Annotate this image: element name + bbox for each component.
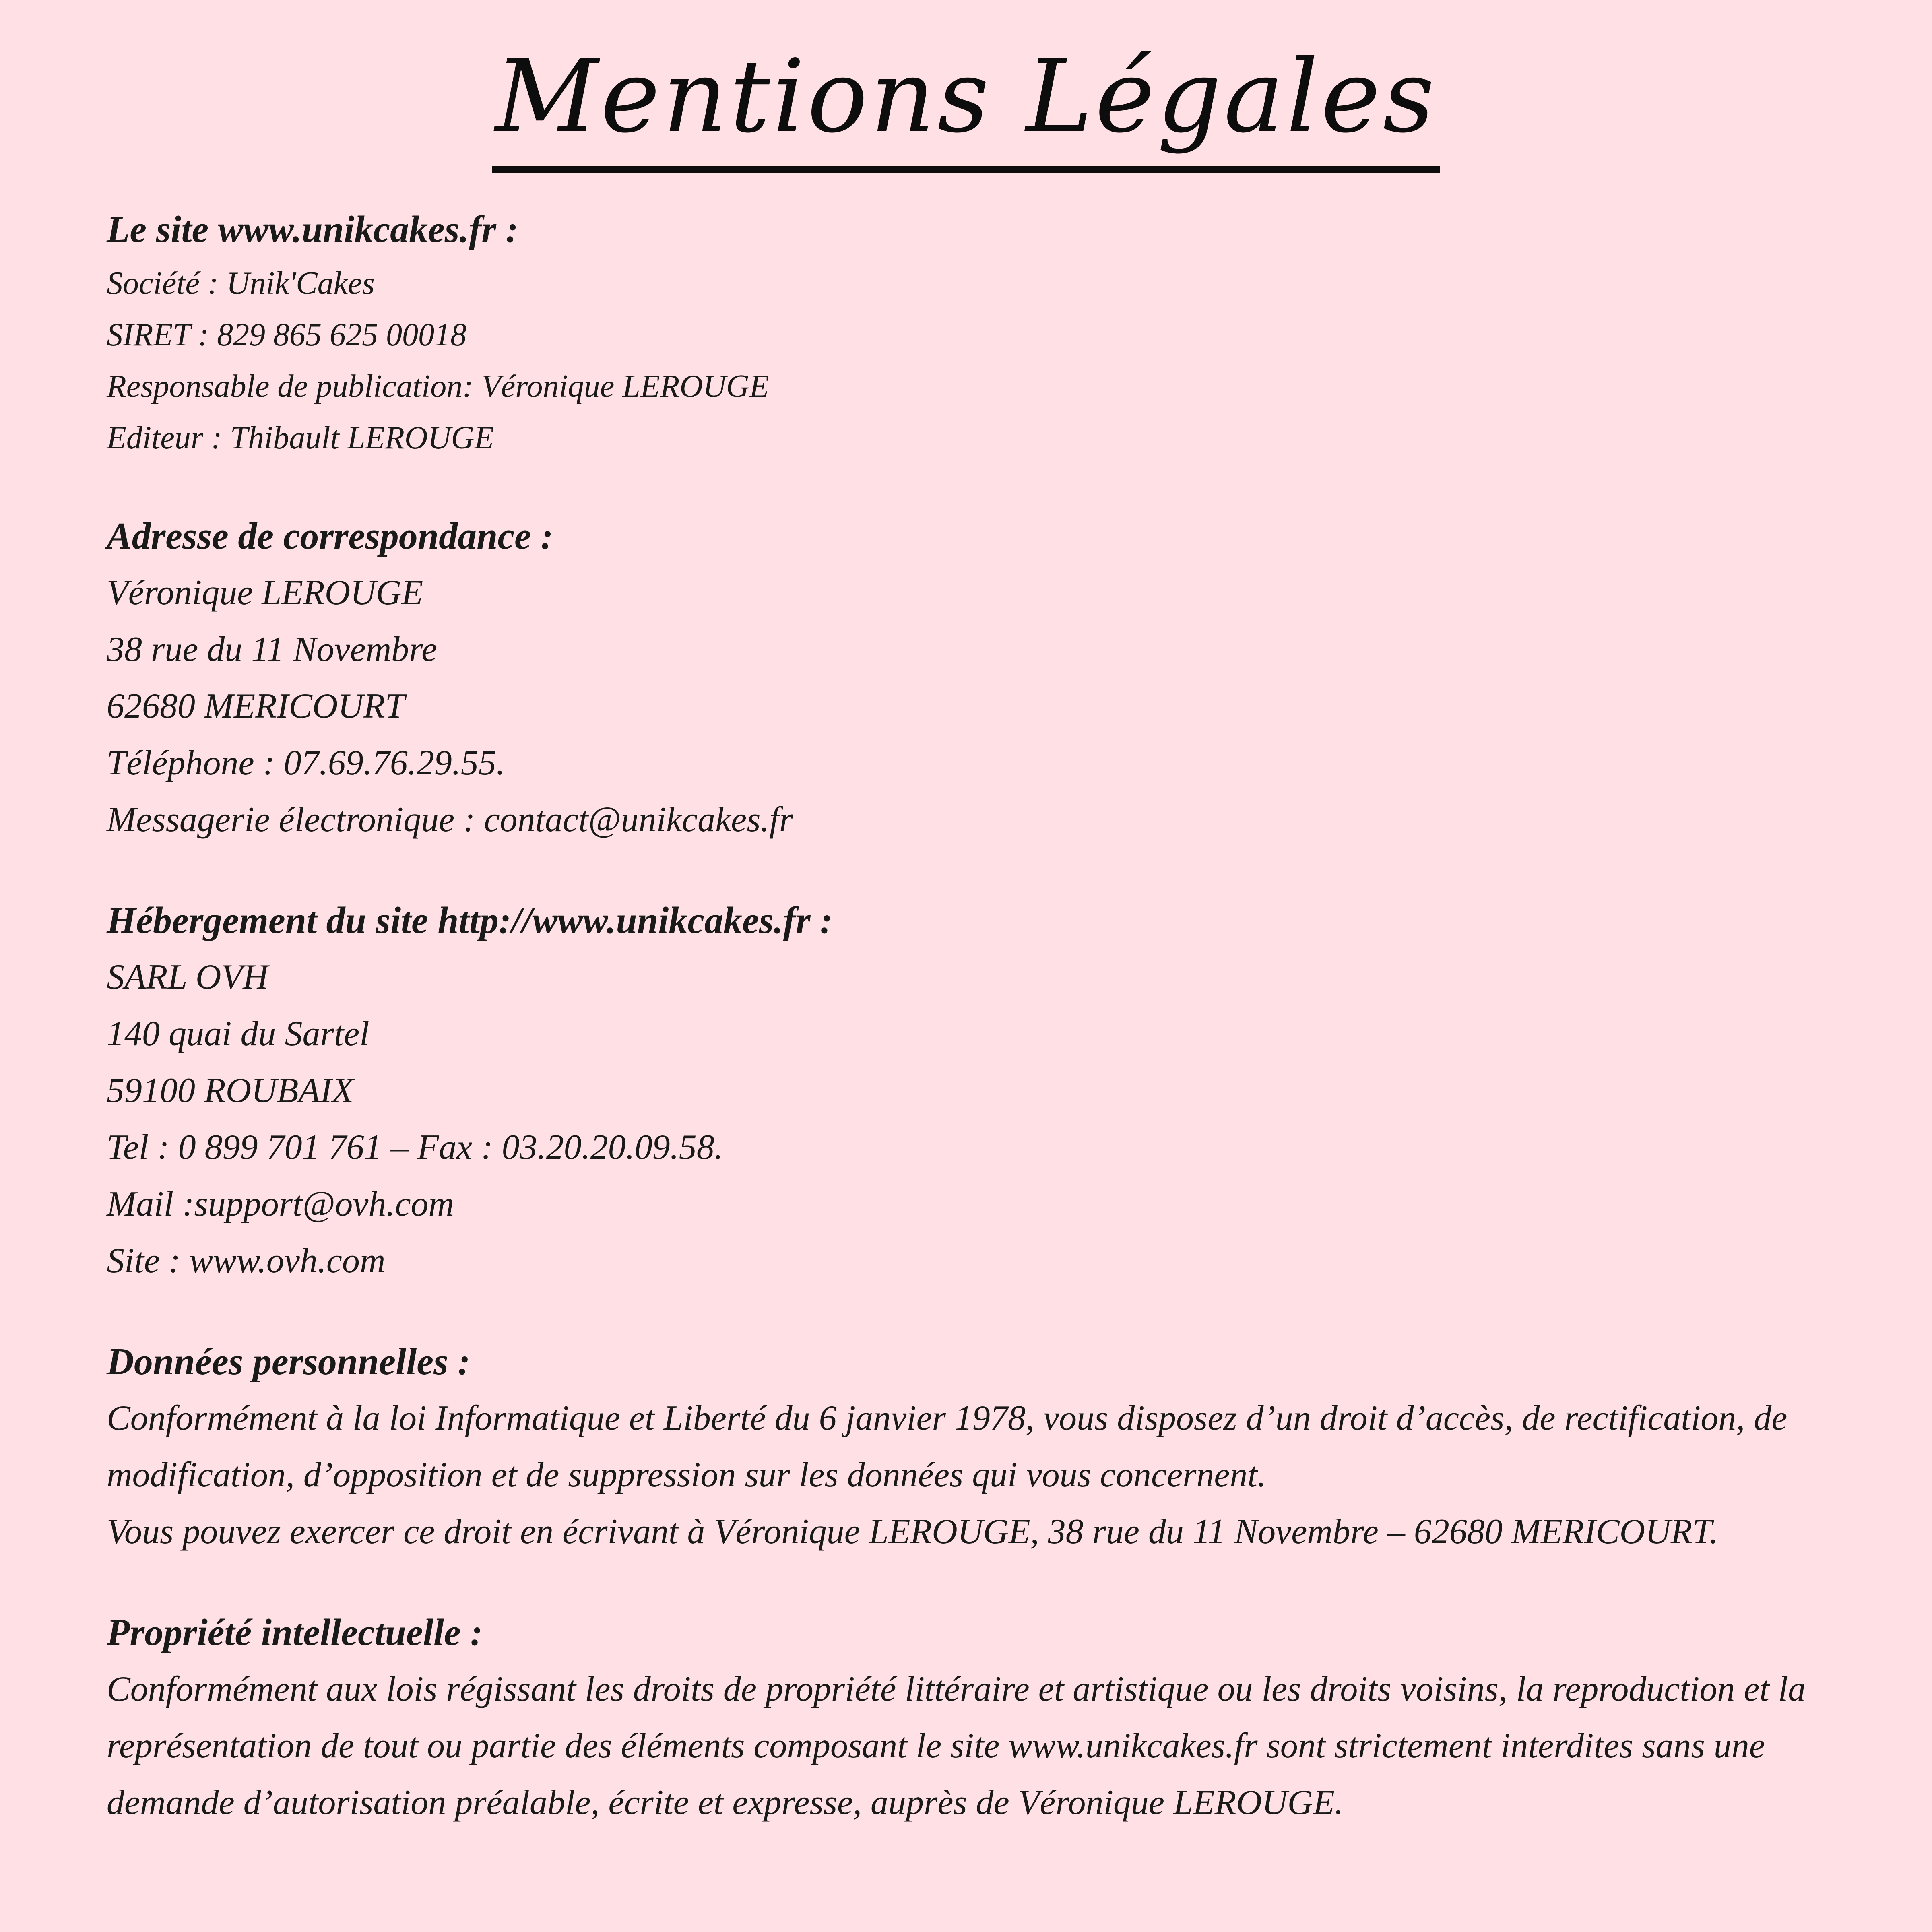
- section-correspondence: [107, 508, 1837, 848]
- section-heading: Propriété intellectuelle :: [107, 1612, 483, 1653]
- section-intellectual-property: [107, 1604, 1837, 1831]
- email-line: Messagerie électronique : contact@unikcakes.fr: [107, 800, 793, 839]
- section-heading: Données personnelles :: [107, 1341, 471, 1383]
- section-personal-data: [107, 1333, 1837, 1560]
- phone-line: Téléphone : 07.69.76.29.55.: [107, 743, 505, 782]
- editor-line: Editeur : Thibault LEROUGE: [107, 420, 494, 456]
- section-site-info: [107, 201, 1837, 464]
- city-line: 62680 MERICOURT: [107, 687, 405, 726]
- title-area: [0, 38, 1932, 173]
- section-heading: Adresse de correspondance :: [107, 515, 553, 557]
- intellectual-property-paragraph: Conformément aux lois régissant les droits de propriété littéraire et artistique ou les droits voisins, la reproduction et la représentation de tout ou partie des éléments composant le site www.unikcakes.fr sont strictement interdites sans une demande d’autorisation préalable, écrite et expresse, auprès de Véronique LEROUGE.: [107, 1670, 1806, 1822]
- street-line: 38 rue du 11 Novembre: [107, 630, 438, 669]
- section-heading: Le site www.unikcakes.fr :: [107, 208, 518, 250]
- legal-content: [107, 201, 1837, 1875]
- host-phone-fax-line: Tel : 0 899 701 761 – Fax : 03.20.20.09.58.: [107, 1128, 723, 1167]
- host-street-line: 140 quai du Sartel: [107, 1014, 369, 1053]
- host-city-line: 59100 ROUBAIX: [107, 1071, 354, 1110]
- personal-data-paragraph: Vous pouvez exercer ce droit en écrivant à Véronique LEROUGE, 38 rue du 11 Novembre – 62680 MERICOURT.: [107, 1512, 1718, 1551]
- personal-data-paragraph: Conformément à la loi Informatique et Liberté du 6 janvier 1978, vous disposez d’un droit d’accès, de rectification, de modification, d’opposition et de suppression sur les données qui vous concernent.: [107, 1399, 1788, 1494]
- contact-name-line: Véronique LEROUGE: [107, 573, 423, 612]
- host-mail-line: Mail :support@ovh.com: [107, 1185, 454, 1224]
- section-heading: Hébergement du site http://www.unikcakes.fr :: [107, 900, 833, 941]
- publisher-responsible-line: Responsable de publication: Véronique LEROUGE: [107, 369, 769, 404]
- host-name-line: SARL OVH: [107, 958, 268, 997]
- page-title: Mentions Légales: [492, 38, 1440, 173]
- company-line: Société : Unik'Cakes: [107, 266, 375, 301]
- siret-line: SIRET : 829 865 625 00018: [107, 317, 467, 353]
- host-site-line: Site : www.ovh.com: [107, 1241, 386, 1280]
- section-hosting: [107, 892, 1837, 1289]
